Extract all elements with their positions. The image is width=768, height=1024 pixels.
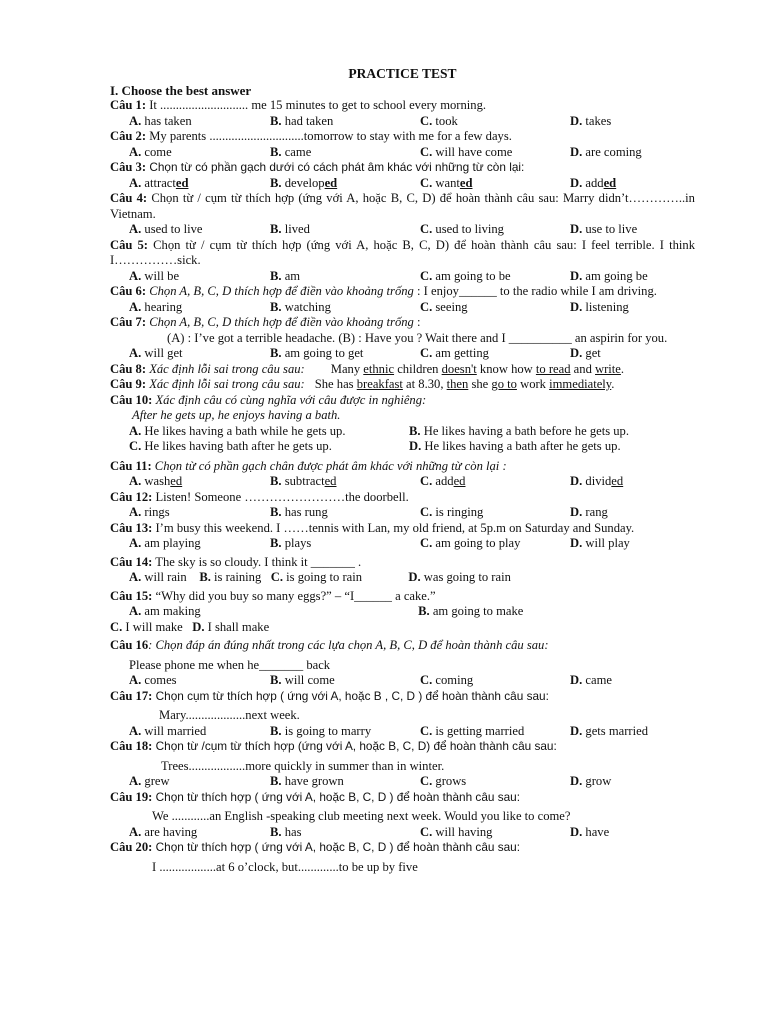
options-18 — [110, 774, 695, 790]
options-11 — [110, 474, 695, 490]
option-a: A. used to live — [129, 222, 203, 236]
option-b: B. developed — [270, 175, 338, 190]
options-3 — [110, 176, 695, 192]
worksheet — [110, 64, 695, 875]
option-b: B. lived — [270, 222, 310, 236]
option-a: A. attracted — [129, 175, 189, 190]
options-1 — [110, 114, 695, 130]
question-8: Câu 8: Xác định lỗi sai trong câu sau: Many ethnic children doesn't know how to read and write. — [110, 361, 625, 376]
option-a: A. am playing — [129, 536, 201, 550]
question-4: Câu 4: Chọn từ / cụm từ thích hợp (ứng với A, hoặc B, C, D) để hoàn thành câu sau: Marry didn’t…………..in Vietnam. — [110, 191, 695, 221]
question-15: Câu 15: “Why did you buy so many eggs?” – “I______ a cake.” — [110, 588, 436, 603]
option-d: D. added — [570, 175, 617, 190]
option-d: D. came — [570, 673, 612, 687]
question-20: Câu 20: Chọn từ thích hợp ( ứng với A, hoặc B, C, D ) để hoàn thành câu sau: — [110, 840, 521, 854]
options-14 — [110, 570, 695, 586]
option-b: B. has — [270, 824, 302, 839]
option-b: B. came — [270, 144, 312, 159]
option-a: A. rings — [129, 505, 170, 519]
option-b: B. is raining — [199, 570, 262, 584]
question-12: Câu 12: Listen! Someone ……………………the doorbell. — [110, 489, 409, 504]
option-c: C. will have come — [420, 144, 513, 159]
question-11: Câu 11: Chọn từ có phần gạch chân được phát âm khác với những từ còn lại : — [110, 458, 507, 473]
option-c: C. is going to rain — [270, 570, 363, 584]
option-d: D. rang — [570, 505, 608, 519]
question-13: Câu 13: I’m busy this weekend. I ……tennis with Lan, my old friend, at 5p.m on Saturday and Sunday. — [110, 520, 635, 535]
option-c: C. added — [420, 474, 466, 488]
options-17 — [110, 724, 695, 740]
options-2 — [110, 145, 695, 161]
options-10-ab — [110, 424, 695, 440]
section-heading: I. Choose the best answer — [110, 83, 252, 98]
question-10: Câu 10: Xác định câu có cùng nghĩa với câu được in nghiêng: — [110, 392, 427, 407]
question-19-sentence: We ............an English -speaking club meeting next week. Would you like to come? — [152, 809, 571, 823]
question-17: Câu 17: Chọn cụm từ thích hợp ( ứng với A, hoặc B , C, D ) để hoàn thành câu sau: — [110, 688, 549, 703]
question-16-sentence: Please phone me when he_______ back — [129, 657, 331, 672]
option-a: A. He likes having a bath while he gets up. — [129, 423, 346, 438]
option-a: A. has taken — [129, 113, 192, 128]
option-c: C. wanted — [420, 175, 473, 190]
question-19: Câu 19: Chọn từ thích hợp ( ứng với A, hoặc B, C, D ) để hoàn thành câu sau: — [110, 789, 521, 804]
options-13 — [110, 536, 695, 552]
option-d: D. He likes having a bath after he gets up. — [409, 439, 621, 453]
option-c: C. grows — [420, 774, 467, 788]
option-a: A. will married — [129, 723, 207, 738]
option-d: D. was going to rain — [408, 570, 511, 584]
options-15-ab — [110, 604, 695, 620]
option-d: D. have — [570, 824, 610, 839]
option-b: B. watching — [270, 299, 331, 314]
option-a: A. comes — [129, 673, 177, 687]
question-2: Câu 2: My parents ..............................tomorrow to stay with me for a few days. — [110, 129, 512, 143]
option-d: D. listening — [570, 299, 629, 314]
option-c: C. am getting — [420, 346, 489, 360]
option-d: D. am going be — [570, 268, 648, 283]
question-17-sentence: Mary...................next week. — [159, 708, 300, 722]
option-d: D. I shall make — [192, 619, 270, 634]
question-14: Câu 14: The sky is so cloudy. I think it _______ . — [110, 554, 362, 569]
option-b: B. He likes having a bath before he gets up. — [409, 423, 630, 438]
option-a: A. grew — [129, 774, 170, 788]
option-c: C. coming — [420, 673, 474, 687]
options-7 — [110, 346, 695, 362]
option-b: B. am going to make — [418, 604, 524, 618]
option-b: B. plays — [270, 536, 312, 550]
option-a: A. will get — [129, 346, 183, 360]
option-a: A. will rain — [129, 570, 187, 584]
option-c: C. will having — [420, 824, 493, 839]
option-a: A. are having — [129, 824, 198, 839]
option-c: C. is getting married — [420, 723, 525, 738]
option-c: C. He likes having bath after he gets up. — [129, 439, 332, 453]
option-b: B. subtracted — [270, 474, 337, 488]
option-d: D. gets married — [570, 723, 648, 738]
option-a: A. come — [129, 144, 172, 159]
option-b: B. am — [270, 268, 301, 283]
option-b: B. had taken — [270, 113, 334, 128]
question-7: Câu 7: Chọn A, B, C, D thích hợp để điền vào khoảng trống : — [110, 315, 421, 329]
option-c: C. I will make — [110, 619, 183, 634]
option-c: C. seeing — [420, 299, 468, 314]
option-c: C. am going to be — [420, 268, 511, 283]
question-16: Câu 16: Chọn đáp án đúng nhất trong các lựa chọn A, B, C, D để hoàn thành câu sau: — [110, 638, 549, 652]
options-4 — [110, 222, 695, 238]
question-20-sentence: I ..................at 6 o’clock, but.............to be up by five — [152, 859, 418, 874]
options-16 — [110, 673, 695, 689]
question-6: Câu 6: Chọn A, B, C, D thích hợp để điền vào khoảng trống : I enjoy______ to the radio while I am driving. — [110, 284, 657, 298]
option-c: C. am going to play — [420, 536, 521, 550]
option-b: B. will come — [270, 673, 335, 687]
option-d: D. get — [570, 346, 601, 360]
option-a: A. washed — [129, 474, 183, 488]
option-c: C. used to living — [420, 222, 504, 236]
question-18: Câu 18: Chọn từ /cụm từ thích hợp (ứng với A, hoặc B, C, D) để hoàn thành câu sau: — [110, 739, 557, 753]
options-6 — [110, 300, 695, 316]
options-5 — [110, 269, 695, 285]
option-a: A. am making — [129, 604, 201, 618]
question-7-dialogue: (A) : I’ve got a terrible headache. (B) : Have you ? Wait there and I __________ an aspirin for you. — [167, 330, 668, 345]
option-d: D. will play — [570, 536, 630, 550]
option-b: B. have grown — [270, 774, 344, 788]
options-10-cd — [110, 439, 695, 455]
option-b: B. has rung — [270, 505, 328, 519]
options-19 — [110, 825, 695, 841]
question-9: Câu 9: Xác định lỗi sai trong câu sau: She has breakfast at 8.30, then she go to work immediately. — [110, 377, 615, 391]
option-b: B. is going to marry — [270, 723, 372, 738]
option-a: A. will be — [129, 268, 180, 283]
option-c: C. took — [420, 113, 458, 128]
option-d: D. use to live — [570, 222, 638, 236]
question-1: Câu 1: It ............................ me 15 minutes to get to school every morning. — [110, 98, 487, 112]
options-15-cd — [110, 620, 695, 636]
question-3: Câu 3: Chọn từ có phần gạch dưới có cách phát âm khác với những từ còn lại: — [110, 160, 525, 174]
option-d: D. are coming — [570, 144, 642, 159]
page-title: PRACTICE TEST — [348, 66, 457, 81]
option-d: D. grow — [570, 774, 612, 788]
question-18-sentence: Trees..................more quickly in summer than in winter. — [161, 758, 445, 773]
question-5: Câu 5: Chọn từ / cụm từ thích hợp (ứng với A, hoặc B, C, D) để hoàn thành câu sau: I feel terrible. I think I……………sick. — [110, 237, 695, 267]
option-c: C. is ringing — [420, 505, 484, 519]
option-b: B. am going to get — [270, 346, 364, 360]
option-a: A. hearing — [129, 299, 183, 314]
options-12 — [110, 505, 695, 521]
option-d: D. divided — [570, 474, 624, 488]
question-10-sentence: After he gets up, he enjoys having a bath. — [132, 408, 341, 422]
option-d: D. takes — [570, 113, 612, 128]
